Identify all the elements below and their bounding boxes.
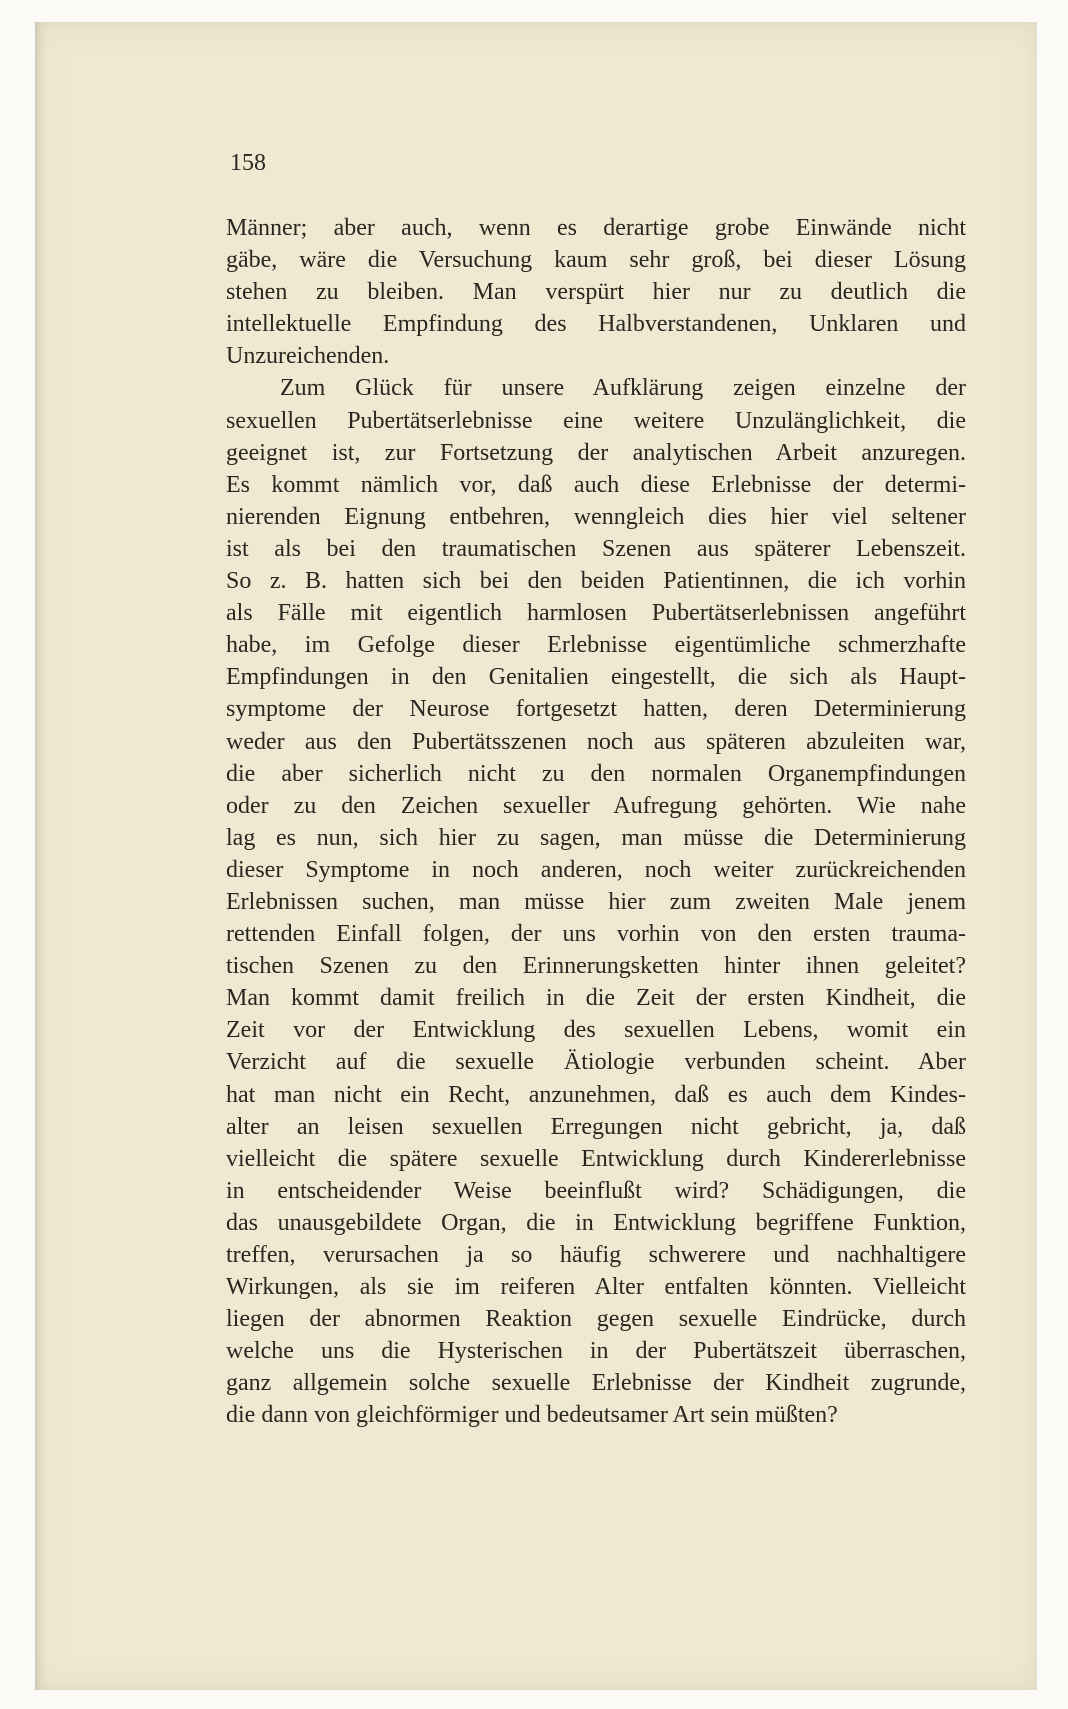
text-line: Männer; aber auch, wenn es derartige grobe Einwände nicht — [226, 215, 966, 241]
text-line: Unzureichenden. — [226, 343, 390, 370]
page-number: 158 — [230, 150, 266, 176]
text-line: lag es nun, sich hier zu sagen, man müsse die Determinierung — [226, 824, 966, 851]
text-line: Wirkungen, als sie im reiferen Alter entfalten könnten. Vielleicht — [226, 1274, 966, 1301]
paragraph — [226, 212, 966, 372]
text-line: habe, im Gefolge dieser Erlebnisse eigentümliche schmerzhafte — [226, 632, 966, 659]
text-line: Verzicht auf die sexuelle Ätiologie verbunden scheint. Aber — [226, 1049, 966, 1076]
text-line: Zum Glück für unsere Aufklärung zeigen einzelne der — [280, 375, 966, 402]
text-line: ganz allgemein solche sexuelle Erlebnisse der Kindheit zugrunde, — [226, 1370, 966, 1397]
text-line: gäbe, wäre die Versuchung kaum sehr groß, bei dieser Lösung — [226, 247, 966, 274]
text-line: die dann von gleichförmiger und bedeutsamer Art sein müßten? — [226, 1402, 838, 1429]
text-line: weder aus den Pubertätsszenen noch aus späteren abzuleiten war, — [226, 728, 966, 755]
text-line: alter an leisen sexuellen Erregungen nicht gebricht, ja, daß — [226, 1113, 966, 1140]
text-line: stehen zu bleiben. Man verspürt hier nur zu deutlich die — [226, 279, 966, 306]
paragraph — [226, 372, 966, 1431]
text-line: symptome der Neurose fortgesetzt hatten, deren Determinierung — [226, 696, 966, 723]
text-line: oder zu den Zeichen sexueller Aufregung gehörten. Wie nahe — [226, 792, 966, 819]
text-line: als Fälle mit eigentlich harmlosen Pubertätserlebnissen angeführt — [226, 600, 966, 627]
text-line: nierenden Eignung entbehren, wenngleich dies hier viel seltener — [226, 503, 966, 530]
text-line: tischen Szenen zu den Erinnerungsketten hinter ihnen geleitet? — [226, 953, 966, 980]
text-line: in entscheidender Weise beeinflußt wird? Schädigungen, die — [226, 1177, 966, 1204]
text-line: liegen der abnormen Reaktion gegen sexuelle Eindrücke, durch — [226, 1306, 966, 1333]
text-line: Man kommt damit freilich in die Zeit der ersten Kindheit, die — [226, 985, 966, 1012]
text-line: Zeit vor der Entwicklung des sexuellen Lebens, womit ein — [226, 1017, 966, 1044]
text-line: intellektuelle Empfindung des Halbverstandenen, Unklaren und — [226, 311, 966, 338]
text-line: Empfindungen in den Genitalien eingestellt, die sich als Haupt- — [226, 664, 966, 691]
text-line: die aber sicherlich nicht zu den normalen Organempfindungen — [226, 760, 966, 787]
text-line: sexuellen Pubertätserlebnisse eine weitere Unzulänglichkeit, die — [226, 407, 966, 434]
text-line: welche uns die Hysterischen in der Pubertätszeit überraschen, — [226, 1338, 966, 1365]
text-line: treffen, verursachen ja so häufig schwerere und nachhaltigere — [226, 1242, 966, 1268]
text-line: Es kommt nämlich vor, daß auch diese Erlebnisse der determi- — [226, 471, 966, 498]
text-line: das unausgebildete Organ, die in Entwicklung begriffene Funktion, — [226, 1209, 966, 1236]
text-line: rettenden Einfall folgen, der uns vorhin von den ersten trauma- — [226, 921, 966, 948]
text-line: So z. B. hatten sich bei den beiden Patientinnen, die ich vorhin — [226, 568, 966, 595]
text-line: hat man nicht ein Recht, anzunehmen, daß es auch dem Kindes- — [226, 1081, 966, 1108]
text-line: vielleicht die spätere sexuelle Entwicklung durch Kindererlebnisse — [226, 1145, 966, 1172]
body-text — [226, 212, 966, 1432]
text-line: dieser Symptome in noch anderen, noch weiter zurückreichenden — [226, 856, 966, 883]
text-line: geeignet ist, zur Fortsetzung der analytischen Arbeit anzuregen. — [226, 439, 966, 466]
text-line: ist als bei den traumatischen Szenen aus späterer Lebenszeit. — [226, 535, 966, 562]
text-line: Erlebnissen suchen, man müsse hier zum zweiten Male jenem — [226, 888, 966, 915]
